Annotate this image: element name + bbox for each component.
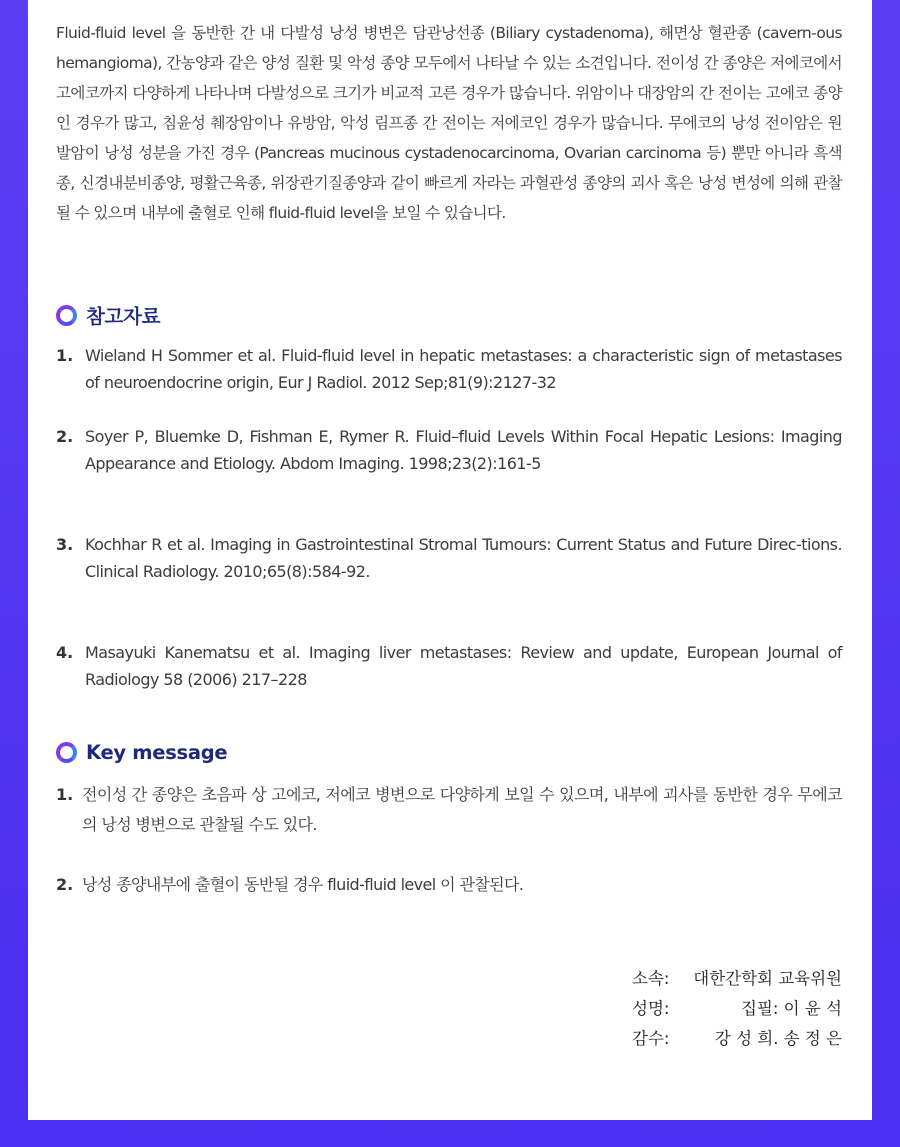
credit-label: 감수: — [632, 1029, 670, 1048]
references-title: 참고자료 — [86, 305, 161, 328]
circle-bullet-icon — [56, 305, 77, 326]
reference-item — [56, 639, 842, 693]
reference-number: 1. — [56, 346, 74, 365]
references-heading — [56, 301, 160, 329]
reference-item — [56, 531, 842, 585]
author-credits — [632, 964, 842, 1054]
key-message-text: 낭성 종양내부에 출혈이 동반될 경우 fluid-fluid level 이 관찰된다. — [82, 875, 524, 894]
circle-bullet-icon — [56, 742, 77, 763]
reference-item — [56, 423, 842, 477]
reference-text: Wieland H Sommer et al. Fluid-fluid level in hepatic metastases: a characteristic sign of metastases of neuroendocrine origin, Eur J Radiol. 2012 Sep;81(9):2127-32 — [85, 346, 842, 392]
credit-author — [632, 994, 842, 1024]
credit-affiliation — [632, 964, 842, 994]
key-message-title: Key message — [86, 741, 228, 764]
key-message-item — [56, 780, 842, 840]
reference-text: Kochhar R et al. Imaging in Gastrointestinal Stromal Tumours: Current Status and Future Direc-tions. Clinical Radiology. 2010;65(8):584-92. — [85, 535, 842, 581]
reference-number: 2. — [56, 427, 74, 446]
key-message-number: 1. — [56, 785, 74, 804]
credit-label: 성명: — [632, 999, 670, 1018]
reference-text: Masayuki Kanematsu et al. Imaging liver metastases: Review and update, European Journal of Radiology 58 (2006) 217–228 — [85, 643, 842, 689]
credit-value: 강 성 희. 송 정 은 — [714, 1029, 842, 1048]
credit-value: 집필: 이 윤 석 — [741, 999, 842, 1018]
reference-number: 4. — [56, 643, 74, 662]
key-message-heading — [56, 741, 227, 764]
content-card — [28, 0, 872, 1120]
key-message-number: 2. — [56, 875, 74, 894]
credit-reviewer — [632, 1024, 842, 1054]
credit-value: 대한간학회 교육위원 — [693, 969, 842, 988]
credit-label: 소속: — [632, 969, 670, 988]
key-message-item — [56, 870, 842, 900]
key-message-text: 전이성 간 종양은 초음파 상 고에코, 저에코 병변으로 다양하게 보일 수 있으며, 내부에 괴사를 동반한 경우 무에코의 낭성 병변으로 관찰될 수도 있다. — [82, 785, 842, 834]
reference-item — [56, 342, 842, 396]
reference-number: 3. — [56, 535, 74, 554]
intro-paragraph: Fluid-fluid level 을 동반한 간 내 다발성 낭성 병변은 담관낭선종 (Biliary cystadenoma), 해면상 혈관종 (cavern-ous hemangioma), 간농양과 같은 양성 질환 및 악성 종양 모두에서 나타날 수 있는 소견입니다. 전이성 간 종양은 저에코에서 고에코까지 다양하게 나타나며 다발성으로 크기가 비교적 고른 경우가 많습니다. 위암이나 대장암의 간 전이는 고에코 종양인 경우가 많고, 침윤성 췌장암이나 유방암, 악성 림프종 간 전이는 저에코인 경우가 많습니다. 무에코의 낭성 전이암은 원발암이 낭성 성분을 가진 경우 (Pancreas mucinous cystadenocarcinoma, Ovarian carcinoma 등) 뿐만 아니라 흑색종, 신경내분비종양, 평활근육종, 위장관기질종양과 같이 빠르게 자라는 과혈관성 종양의 괴사 혹은 낭성 변성에 의해 관찰될 수 있으며 내부에 출혈로 인해 fluid-fluid level을 보일 수 있습니다. — [56, 24, 842, 222]
reference-text: Soyer P, Bluemke D, Fishman E, Rymer R. Fluid–fluid Levels Within Focal Hepatic Lesions: Imaging Appearance and Etiology. Abdom Imaging. 1998;23(2):161-5 — [85, 427, 842, 473]
